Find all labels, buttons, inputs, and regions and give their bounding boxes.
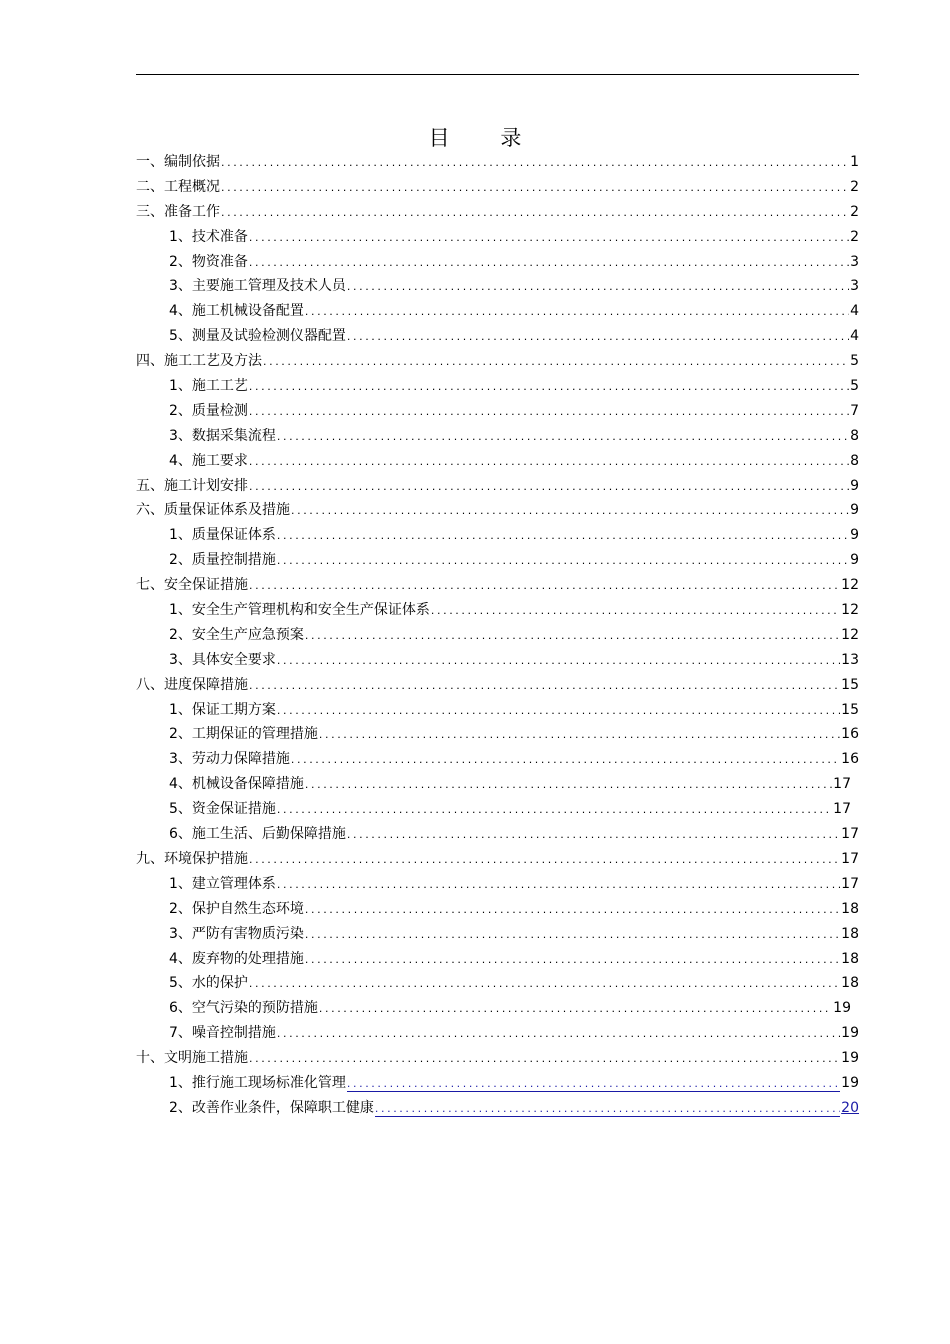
toc-leader-dots	[347, 275, 849, 300]
toc-entry-label: 2、安全生产应急预案	[169, 626, 304, 643]
toc-entry-page-number: 17	[841, 826, 859, 843]
toc-entry[interactable]	[136, 772, 859, 797]
toc-entry[interactable]	[136, 200, 859, 225]
toc-entry-page-number: 9	[850, 477, 859, 494]
toc-entry[interactable]	[136, 349, 859, 374]
toc-leader-dots	[375, 1102, 840, 1117]
toc-entry-page-number: 9	[850, 502, 859, 519]
toc-entry-page-number: 17	[841, 875, 859, 892]
toc-entry[interactable]	[136, 225, 859, 250]
toc-entry-page-number: 2	[850, 228, 859, 245]
toc-entry[interactable]	[136, 399, 859, 424]
toc-entry-page-number: 12	[841, 626, 859, 643]
toc-entry[interactable]	[136, 250, 859, 275]
toc-leader-dots	[305, 773, 832, 798]
toc-entry-label: 四、施工工艺及方法	[136, 353, 262, 370]
toc-leader-dots	[221, 201, 849, 226]
toc-entry[interactable]	[136, 324, 859, 349]
toc-leader-dots	[277, 873, 840, 898]
toc-entry-label: 1、施工工艺	[169, 378, 248, 395]
toc-entry[interactable]	[136, 150, 859, 175]
toc-entry-label: 3、数据采集流程	[169, 427, 276, 444]
toc-leader-dots	[249, 475, 849, 500]
toc-leader-dots	[249, 400, 849, 425]
toc-entry-label: 1、技术准备	[169, 228, 248, 245]
toc-entry-label: 5、资金保证措施	[169, 801, 276, 818]
toc-entry-label: 2、工期保证的管理措施	[169, 726, 318, 743]
toc-entry-label: 4、废弃物的处理措施	[169, 950, 304, 967]
toc-entry-page-number: 5	[850, 353, 859, 370]
toc-entry-label: 九、环境保护措施	[136, 850, 248, 867]
toc-entry-label: 5、水的保护	[169, 975, 248, 992]
toc-entry-label: 4、施工要求	[169, 452, 248, 469]
toc-leader-dots	[249, 375, 849, 400]
toc-entry-label: 3、主要施工管理及技术人员	[169, 278, 346, 295]
toc-entry-page-number: 19	[841, 1050, 859, 1067]
toc-entry-label: 2、质量检测	[169, 402, 248, 419]
toc-entry-label: 五、施工计划安排	[136, 477, 248, 494]
toc-leader-dots	[249, 226, 849, 251]
toc-leader-dots	[291, 499, 849, 524]
toc-leader-dots	[305, 624, 840, 649]
toc-entry-label: 5、测量及试验检测仪器配置	[169, 328, 346, 345]
toc-entry-page-number: 2	[850, 178, 859, 195]
toc-leader-dots	[249, 1047, 840, 1072]
toc-entry-page-number: 19	[833, 1000, 851, 1017]
toc-entry[interactable]	[136, 1071, 859, 1096]
toc-leader-dots	[431, 599, 840, 624]
toc-leader-dots	[263, 350, 849, 375]
toc-entry-page-number: 18	[841, 975, 859, 992]
toc-entry[interactable]	[136, 947, 859, 972]
toc-entry[interactable]	[136, 1096, 859, 1121]
toc-entry-page-number: 12	[841, 602, 859, 619]
toc-entry-page-number: 3	[850, 253, 859, 270]
toc-entry[interactable]	[136, 498, 859, 523]
toc-leader-dots	[249, 450, 849, 475]
toc-leader-dots	[305, 300, 849, 325]
toc-leader-dots	[277, 1022, 840, 1047]
toc-leader-dots	[319, 723, 840, 748]
toc-entry[interactable]	[136, 971, 859, 996]
toc-entry[interactable]	[136, 548, 859, 573]
toc-entry-page-number: 19	[841, 1074, 859, 1091]
toc-leader-dots	[319, 997, 832, 1022]
toc-leader-dots	[277, 549, 849, 574]
toc-entry[interactable]	[136, 897, 859, 922]
toc-entry[interactable]	[136, 1046, 859, 1071]
toc-entry-page-number: 7	[850, 402, 859, 419]
toc-entry-page-number: 13	[841, 651, 859, 668]
toc-entry-page-number: 4	[850, 303, 859, 320]
toc-entry[interactable]	[136, 1021, 859, 1046]
header-rule	[136, 74, 859, 75]
toc-entry-label: 6、施工生活、后勤保障措施	[169, 826, 346, 843]
toc-entry[interactable]	[136, 922, 859, 947]
toc-entry-page-number: 18	[841, 950, 859, 967]
toc-entry-page-number: 16	[841, 751, 859, 768]
toc-entry-label: 十、文明施工措施	[136, 1050, 248, 1067]
toc-leader-dots	[277, 798, 832, 823]
toc-leader-dots	[347, 325, 849, 350]
toc-entry[interactable]	[136, 722, 859, 747]
toc-entry[interactable]	[136, 698, 859, 723]
toc-leader-dots	[249, 972, 840, 997]
toc-entry-page-number: 16	[841, 726, 859, 743]
toc-entry-label: 4、机械设备保障措施	[169, 776, 304, 793]
toc-entry-page-number: 17	[833, 801, 851, 818]
toc-entry[interactable]	[136, 449, 859, 474]
toc-entry-page-number: 18	[841, 900, 859, 917]
toc-entry[interactable]	[136, 175, 859, 200]
toc-entry-page-number: 17	[841, 850, 859, 867]
toc-entry[interactable]	[136, 274, 859, 299]
toc-entry-label: 2、保护自然生态环境	[169, 900, 304, 917]
toc-entry-page-number: 15	[841, 676, 859, 693]
page-title: 目 录	[428, 126, 544, 150]
toc-leader-dots	[291, 748, 840, 773]
toc-leader-dots	[277, 524, 849, 549]
toc-entry-label: 三、准备工作	[136, 203, 220, 220]
toc-entry-label: 1、保证工期方案	[169, 701, 276, 718]
toc-entry-page-number: 4	[850, 328, 859, 345]
toc-leader-dots	[277, 425, 849, 450]
toc-leader-dots	[249, 848, 840, 873]
toc-entry-page-number: 2	[850, 203, 859, 220]
toc-entry-page-number: 15	[841, 701, 859, 718]
toc-entry[interactable]	[136, 673, 859, 698]
toc-leader-dots	[221, 176, 849, 201]
toc-entry[interactable]	[136, 872, 859, 897]
toc-entry-label: 3、严防有害物质污染	[169, 925, 304, 942]
toc-entry[interactable]	[136, 623, 859, 648]
toc-entry-label: 2、改善作业条件，保障职工健康	[169, 1099, 374, 1116]
toc-entry[interactable]	[136, 299, 859, 324]
toc-entry[interactable]	[136, 474, 859, 499]
toc-entry-label: 4、施工机械设备配置	[169, 303, 304, 320]
toc-entry[interactable]	[136, 797, 859, 822]
toc-leader-dots	[249, 251, 849, 276]
toc-leader-dots	[305, 923, 840, 948]
toc-leader-dots	[221, 151, 849, 176]
toc-leader-dots	[249, 674, 840, 699]
toc-entry-page-number: 20	[841, 1099, 859, 1116]
toc-entry-label: 3、劳动力保障措施	[169, 751, 290, 768]
toc-entry-page-number: 17	[833, 776, 851, 793]
toc-entry-label: 1、建立管理体系	[169, 875, 276, 892]
toc-entry-label: 八、进度保障措施	[136, 676, 248, 693]
toc-entry-page-number: 8	[850, 452, 859, 469]
toc-entry-label: 二、工程概况	[136, 178, 220, 195]
toc-entry[interactable]	[136, 648, 859, 673]
toc-entry[interactable]	[136, 747, 859, 772]
toc-entry-label: 6、空气污染的预防措施	[169, 1000, 318, 1017]
toc-leader-dots	[305, 898, 840, 923]
toc-entry-page-number: 1	[850, 154, 859, 170]
toc-entry-page-number: 8	[850, 427, 859, 444]
toc-entry-label: 3、具体安全要求	[169, 651, 276, 668]
toc-entry-label: 六、质量保证体系及措施	[136, 502, 290, 519]
toc-entry-label: 1、安全生产管理机构和安全生产保证体系	[169, 602, 430, 619]
toc-entry-label: 2、物资准备	[169, 253, 248, 270]
toc-entry[interactable]	[136, 374, 859, 399]
toc-entry-page-number: 18	[841, 925, 859, 942]
toc-entry-page-number: 9	[850, 552, 859, 569]
toc-entry[interactable]	[136, 573, 859, 598]
toc-entry-label: 七、安全保证措施	[136, 577, 248, 594]
toc-entry-label: 一、编制依据	[136, 154, 220, 170]
toc-entry-label: 1、推行施工现场标准化管理	[169, 1074, 346, 1091]
toc-entry-page-number: 9	[850, 527, 859, 544]
toc-entry-page-number: 5	[850, 378, 859, 395]
toc-leader-dots	[277, 649, 840, 674]
toc-entry-label: 2、质量控制措施	[169, 552, 276, 569]
toc-entry-label: 1、质量保证体系	[169, 527, 276, 544]
toc-entry[interactable]	[136, 598, 859, 623]
toc-entry[interactable]	[136, 424, 859, 449]
toc-entry-label: 7、噪音控制措施	[169, 1025, 276, 1042]
toc-entry[interactable]	[136, 996, 859, 1021]
toc-entry[interactable]	[136, 847, 859, 872]
toc-entry[interactable]	[136, 523, 859, 548]
toc-entry-page-number: 3	[850, 278, 859, 295]
table-of-contents	[136, 150, 859, 1121]
toc-entry[interactable]	[136, 822, 859, 847]
toc-entry-page-number: 12	[841, 577, 859, 594]
toc-leader-dots	[249, 574, 840, 599]
toc-leader-dots	[347, 1077, 840, 1092]
toc-leader-dots	[305, 948, 840, 973]
toc-leader-dots	[347, 823, 840, 848]
toc-leader-dots	[277, 699, 840, 724]
toc-entry-page-number: 19	[841, 1025, 859, 1042]
